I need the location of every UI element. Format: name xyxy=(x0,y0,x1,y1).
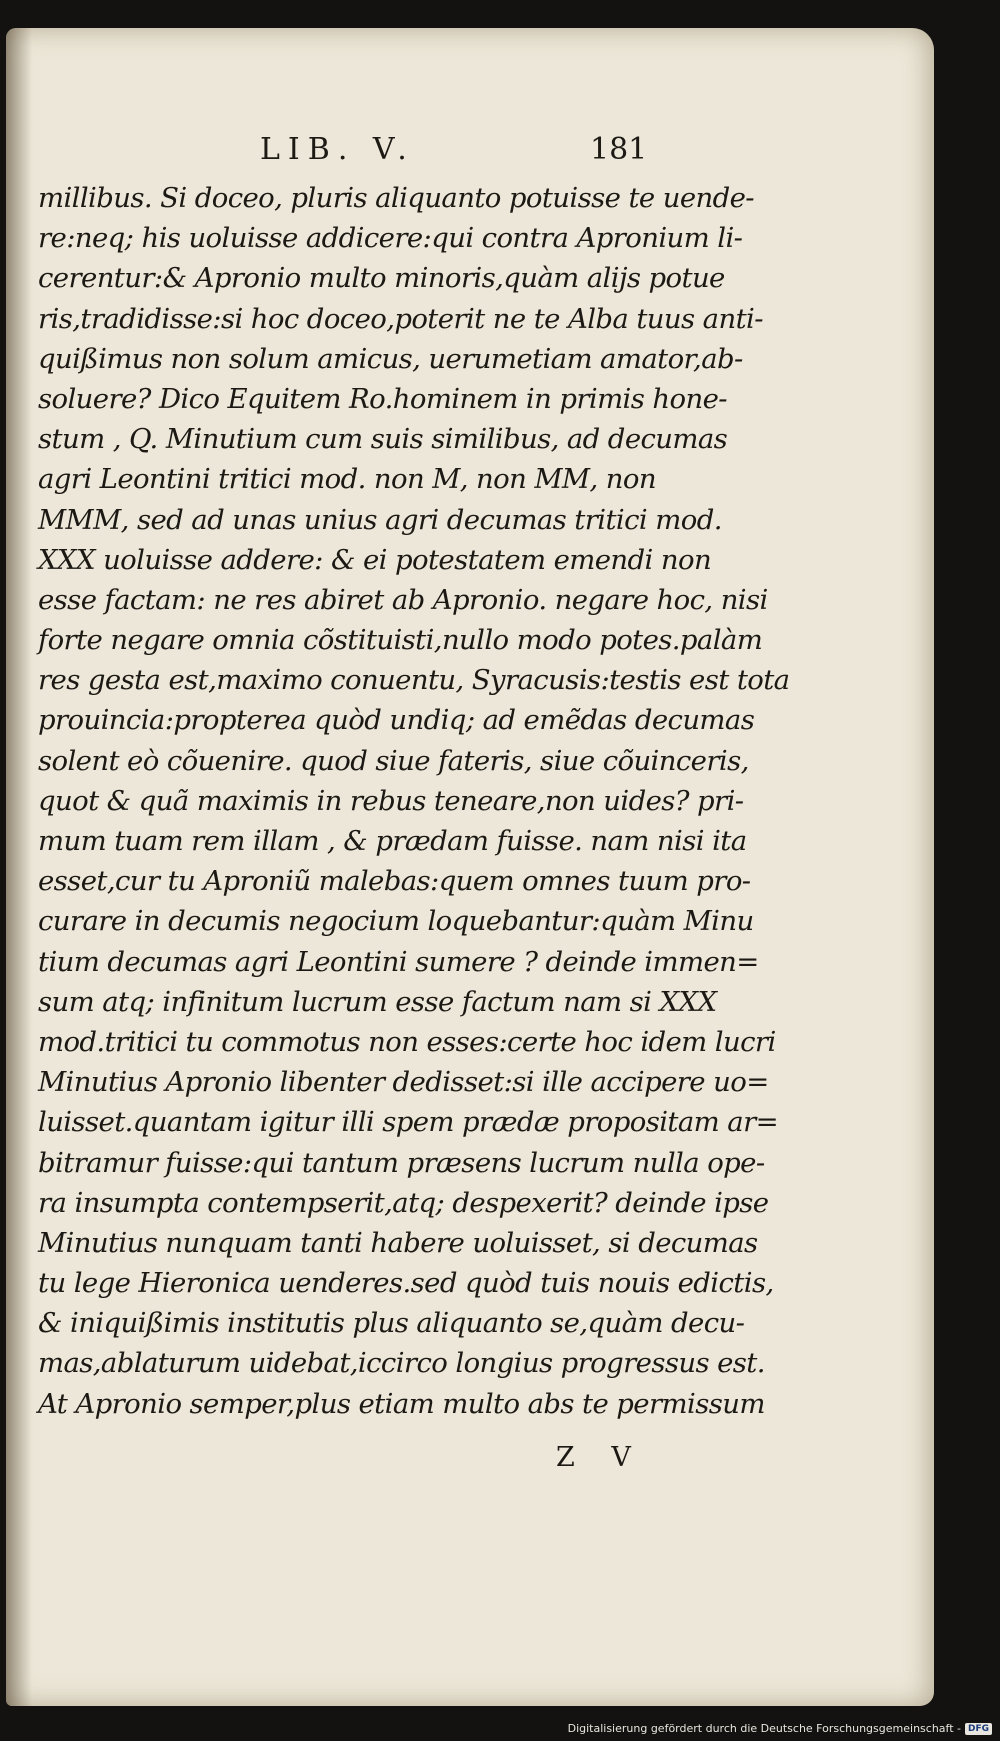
text-line: tu lege Hieronica uenderes.sed quòd tuis nouis edictis, xyxy=(38,1267,774,1300)
text-line: quißimus non solum amicus, uerumetiam amator,ab- xyxy=(38,342,743,375)
text-line: res gesta est,maximo conuentu, Syracusis:testis est tota xyxy=(38,664,790,697)
text-line: esset,cur tu Aproniũ malebas:quem omnes tuum pro- xyxy=(38,865,751,898)
text-line: millibus. Si doceo, pluris aliquanto potuisse te uende- xyxy=(38,182,754,214)
text-line: Minutius nunquam tanti habere uoluisset, si decumas xyxy=(38,1226,758,1259)
footer-text: Digitalisierung gefördert durch die Deutsche Forschungsgemeinschaft - xyxy=(567,1722,961,1735)
running-head: LIB. V. xyxy=(260,132,415,167)
text-line: esse factam: ne res abiret ab Apronio. negare hoc, nisi xyxy=(38,583,768,616)
text-line: luisset.quantam igitur illi spem prædæ propositam ar= xyxy=(38,1106,779,1139)
text-line: re:neq; his uoluisse addicere:qui contra Apronium li- xyxy=(38,222,743,255)
text-line: & iniquißimis institutis plus aliquanto se,quàm decu- xyxy=(38,1307,745,1340)
text-line: soluere? Dico Equitem Ro.hominem in primis hone- xyxy=(38,382,727,415)
text-line: agri Leontini tritici mod. non M, non MM, non xyxy=(38,463,656,496)
text-line: Minutius Apronio libenter dedisset:si ille accipere uo= xyxy=(38,1066,769,1099)
text-line: solent eò cõuenire. quod siue fateris, siue cõuinceris, xyxy=(38,744,749,777)
text-line: stum , Q. Minutium cum suis similibus, ad decumas xyxy=(38,423,728,456)
text-line: ris,tradidisse:si hoc doceo,poterit ne te Alba tuus anti- xyxy=(38,302,763,335)
text-line: sum atq; infinitum lucrum esse factum nam si XXX xyxy=(38,985,717,1018)
text-line: quot & quã maximis in rebus teneare,non uides? pri- xyxy=(38,784,744,817)
text-line: bitramur fuisse:qui tantum præsens lucrum nulla ope- xyxy=(38,1146,765,1179)
catchwords: Z V xyxy=(556,1442,645,1473)
text-line: mum tuam rem illam , & prædam fuisse. nam nisi ita xyxy=(38,825,747,857)
text-line: mod.tritici tu commotus non esses:certe hoc idem lucri xyxy=(38,1025,776,1058)
text-line: mas,ablaturum uidebat,iccirco longius progressus est. xyxy=(38,1347,765,1380)
body-text xyxy=(38,178,790,1424)
text-line: XXX uoluisse addere: & ei potestatem emendi non xyxy=(38,543,712,576)
text-line: At Apronio semper,plus etiam multo abs te permissum xyxy=(38,1387,765,1420)
text-line: tium decumas agri Leontini sumere ? deinde immen= xyxy=(38,945,759,978)
page-number: 181 xyxy=(590,132,648,167)
text-line: MMM, sed ad unas unius agri decumas tritici mod. xyxy=(38,503,722,536)
text-line: curare in decumis negocium loquebantur:quàm Minu xyxy=(38,905,754,938)
text-line: prouincia:propterea quòd undiq; ad emẽdas decumas xyxy=(38,704,755,737)
text-line: forte negare omnia cõstituisti,nullo modo potes.palàm xyxy=(38,624,763,657)
text-line: cerentur:& Apronio multo minoris,quàm alijs potue xyxy=(38,262,725,295)
dfg-logo: DFG xyxy=(965,1723,992,1735)
digitization-footer xyxy=(568,1722,992,1735)
page-gutter-shadow xyxy=(6,28,32,1706)
text-line: ra insumpta contempserit,atq; despexerit? deinde ipse xyxy=(38,1186,769,1219)
